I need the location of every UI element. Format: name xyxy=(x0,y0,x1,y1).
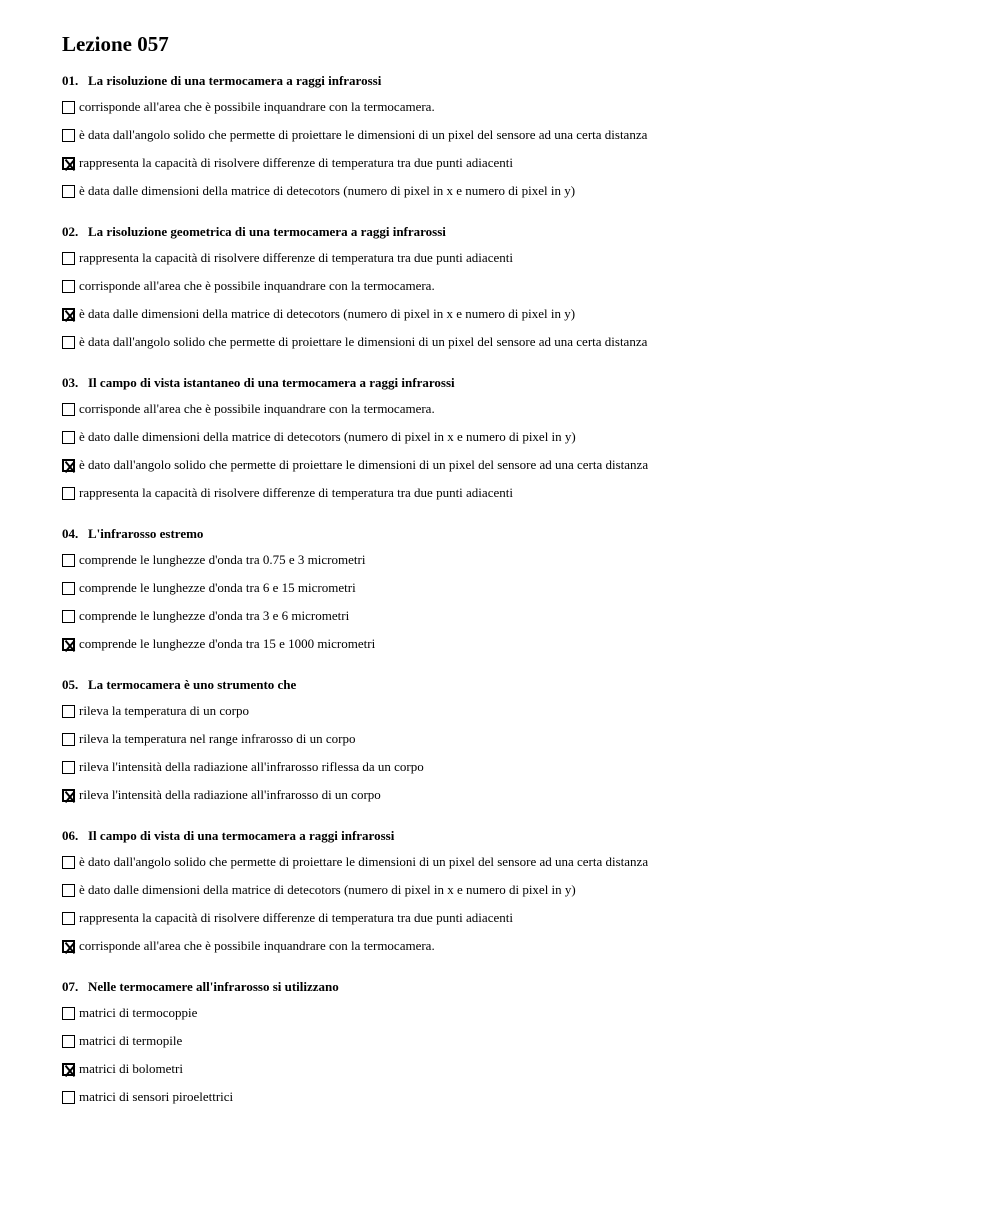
checkbox-icon[interactable] xyxy=(62,185,75,198)
answer-option[interactable] xyxy=(62,757,424,777)
answer-option-label: matrici di termopile xyxy=(79,1033,183,1048)
question-number: 02. xyxy=(62,224,79,239)
question-heading xyxy=(62,71,962,91)
question-text: Il campo di vista di una termocamera a raggi infrarossi xyxy=(88,828,395,843)
answer-option[interactable] xyxy=(62,936,435,956)
answer-option[interactable] xyxy=(62,483,513,503)
answer-option[interactable] xyxy=(62,880,576,900)
checked-checkbox-icon[interactable] xyxy=(62,940,75,953)
answer-option[interactable] xyxy=(62,181,575,201)
answer-option[interactable] xyxy=(62,729,356,749)
answer-option-label: corrisponde all'area che è possibile inquandrare con la termocamera. xyxy=(79,278,435,293)
answer-option-label: comprende le lunghezze d'onda tra 15 e 1000 micrometri xyxy=(79,636,376,651)
answer-option-label: è dato dall'angolo solido che permette di proiettare le dimensioni di un pixel del sensore ad una certa distanza xyxy=(79,457,649,472)
answer-option[interactable] xyxy=(62,332,647,352)
answer-option[interactable] xyxy=(62,1087,233,1107)
answer-option-label: rappresenta la capacità di risolvere differenze di temperatura tra due punti adiacenti xyxy=(79,485,513,500)
question-heading xyxy=(62,675,962,695)
question xyxy=(62,675,962,802)
answer-option[interactable] xyxy=(62,1031,182,1051)
answer-option-label: corrisponde all'area che è possibile inquandrare con la termocamera. xyxy=(79,401,435,416)
answer-option[interactable] xyxy=(62,1059,183,1079)
answer-option-label: corrisponde all'area che è possibile inquandrare con la termocamera. xyxy=(79,938,435,953)
answer-option-label: comprende le lunghezze d'onda tra 3 e 6 micrometri xyxy=(79,608,350,623)
answer-option[interactable] xyxy=(62,97,435,117)
question-heading xyxy=(62,977,962,997)
checkbox-icon[interactable] xyxy=(62,252,75,265)
question-text: Il campo di vista istantaneo di una termocamera a raggi infrarossi xyxy=(88,375,455,390)
question-text: La risoluzione geometrica di una termocamera a raggi infrarossi xyxy=(88,224,446,239)
answer-option[interactable] xyxy=(62,153,513,173)
question xyxy=(62,373,962,500)
checkbox-icon[interactable] xyxy=(62,280,75,293)
checkbox-icon[interactable] xyxy=(62,884,75,897)
answer-option[interactable] xyxy=(62,427,576,447)
checkbox-icon[interactable] xyxy=(62,705,75,718)
answer-option[interactable] xyxy=(62,399,435,419)
answer-option-label: è dato dalle dimensioni della matrice di detecotors (numero di pixel in x e numero di pixel in y) xyxy=(79,429,576,444)
answer-option[interactable] xyxy=(62,276,435,296)
question xyxy=(62,222,962,349)
question-heading xyxy=(62,524,962,544)
checkbox-icon[interactable] xyxy=(62,1007,75,1020)
answer-option-label: è dato dall'angolo solido che permette di proiettare le dimensioni di un pixel del sensore ad una certa distanza xyxy=(79,854,649,869)
question-number: 04. xyxy=(62,526,79,541)
checkbox-icon[interactable] xyxy=(62,1035,75,1048)
question-text: La risoluzione di una termocamera a raggi infrarossi xyxy=(88,73,382,88)
answer-option[interactable] xyxy=(62,606,349,626)
checkbox-icon[interactable] xyxy=(62,554,75,567)
checkbox-icon[interactable] xyxy=(62,582,75,595)
checkbox-icon[interactable] xyxy=(62,487,75,500)
question xyxy=(62,524,962,651)
answer-option-label: è dato dalle dimensioni della matrice di detecotors (numero di pixel in x e numero di pixel in y) xyxy=(79,882,576,897)
answer-option-label: rappresenta la capacità di risolvere differenze di temperatura tra due punti adiacenti xyxy=(79,155,513,170)
answer-option-label: è data dall'angolo solido che permette di proiettare le dimensioni di un pixel del sensore ad una certa distanza xyxy=(79,334,648,349)
answer-option[interactable] xyxy=(62,908,513,928)
answer-option[interactable] xyxy=(62,125,647,145)
question-text: La termocamera è uno strumento che xyxy=(88,677,297,692)
checked-checkbox-icon[interactable] xyxy=(62,308,75,321)
answer-option[interactable] xyxy=(62,550,365,570)
checkbox-icon[interactable] xyxy=(62,761,75,774)
checkbox-icon[interactable] xyxy=(62,610,75,623)
checkbox-icon[interactable] xyxy=(62,1091,75,1104)
checked-checkbox-icon[interactable] xyxy=(62,459,75,472)
answer-option[interactable] xyxy=(62,785,381,805)
question-number: 05. xyxy=(62,677,79,692)
answer-option[interactable] xyxy=(62,304,575,324)
checkbox-icon[interactable] xyxy=(62,431,75,444)
answer-option-label: rappresenta la capacità di risolvere differenze di temperatura tra due punti adiacenti xyxy=(79,250,513,265)
answer-option[interactable] xyxy=(62,455,648,475)
question xyxy=(62,71,962,198)
answer-option-label: è data dall'angolo solido che permette di proiettare le dimensioni di un pixel del sensore ad una certa distanza xyxy=(79,127,648,142)
question-number: 01. xyxy=(62,73,79,88)
question-heading xyxy=(62,373,962,393)
answer-option-label: comprende le lunghezze d'onda tra 0.75 e 3 micrometri xyxy=(79,552,366,567)
answer-option-label: rileva la temperatura di un corpo xyxy=(79,703,250,718)
checked-checkbox-icon[interactable] xyxy=(62,638,75,651)
question-number: 06. xyxy=(62,828,79,843)
checked-checkbox-icon[interactable] xyxy=(62,789,75,802)
checkbox-icon[interactable] xyxy=(62,101,75,114)
checked-checkbox-icon[interactable] xyxy=(62,157,75,170)
answer-option-label: matrici di sensori piroelettrici xyxy=(79,1089,234,1104)
checked-checkbox-icon[interactable] xyxy=(62,1063,75,1076)
answer-option-label: corrisponde all'area che è possibile inquandrare con la termocamera. xyxy=(79,99,435,114)
answer-option[interactable] xyxy=(62,1003,197,1023)
question-text: Nelle termocamere all'infrarosso si utilizzano xyxy=(88,979,339,994)
answer-option[interactable] xyxy=(62,248,513,268)
question-number: 07. xyxy=(62,979,79,994)
question xyxy=(62,826,962,953)
question-text: L'infrarosso estremo xyxy=(88,526,204,541)
page-title: Lezione 057 xyxy=(62,32,169,56)
question-heading xyxy=(62,222,962,242)
checkbox-icon[interactable] xyxy=(62,403,75,416)
answer-option[interactable] xyxy=(62,701,249,721)
answer-option-label: comprende le lunghezze d'onda tra 6 e 15 micrometri xyxy=(79,580,356,595)
answer-option-label: rappresenta la capacità di risolvere differenze di temperatura tra due punti adiacenti xyxy=(79,910,513,925)
answer-option-label: rileva la temperatura nel range infrarosso di un corpo xyxy=(79,731,356,746)
checkbox-icon[interactable] xyxy=(62,129,75,142)
answer-option-label: matrici di bolometri xyxy=(79,1061,183,1076)
answer-option-label: è data dalle dimensioni della matrice di detecotors (numero di pixel in x e numero di pixel in y) xyxy=(79,183,576,198)
question xyxy=(62,977,962,1104)
checkbox-icon[interactable] xyxy=(62,733,75,746)
checkbox-icon[interactable] xyxy=(62,856,75,869)
question-heading xyxy=(62,826,962,846)
answer-option[interactable] xyxy=(62,634,375,654)
answer-option[interactable] xyxy=(62,578,356,598)
answer-option-label: rileva l'intensità della radiazione all'infrarosso riflessa da un corpo xyxy=(79,759,424,774)
answer-option-label: matrici di termocoppie xyxy=(79,1005,198,1020)
question-number: 03. xyxy=(62,375,79,390)
answer-option-label: rileva l'intensità della radiazione all'infrarosso di un corpo xyxy=(79,787,381,802)
checkbox-icon[interactable] xyxy=(62,336,75,349)
answer-option-label: è data dalle dimensioni della matrice di detecotors (numero di pixel in x e numero di pixel in y) xyxy=(79,306,576,321)
answer-option[interactable] xyxy=(62,852,648,872)
checkbox-icon[interactable] xyxy=(62,912,75,925)
